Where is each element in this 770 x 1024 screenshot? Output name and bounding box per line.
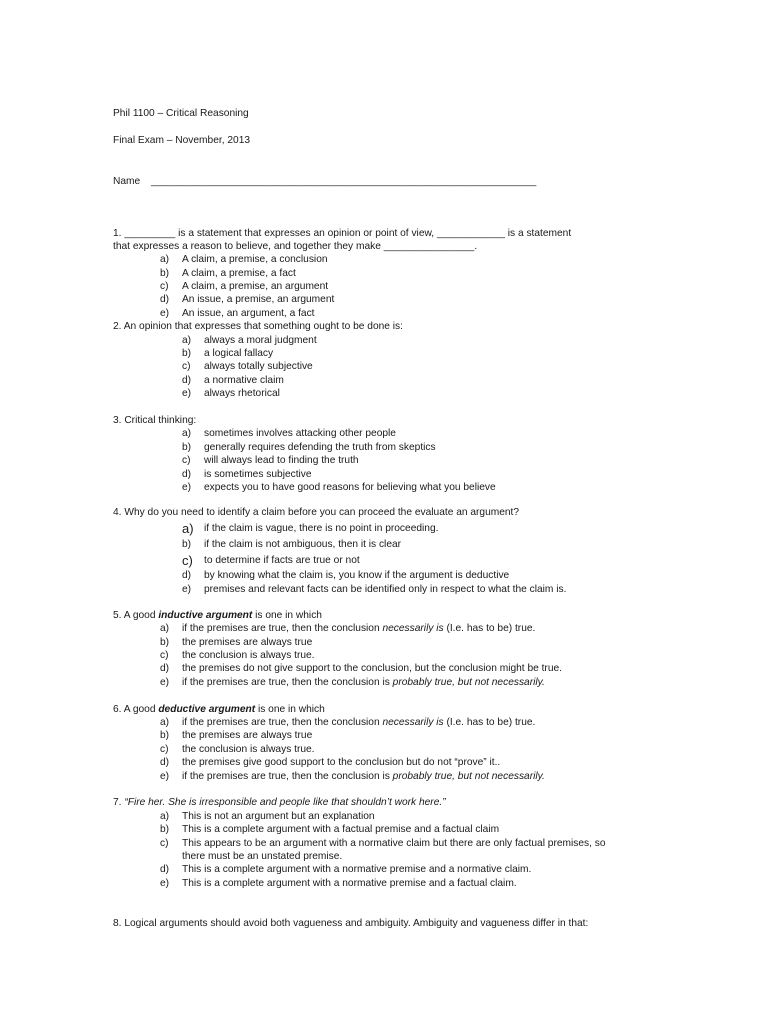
- exam-title: Final Exam – November, 2013: [113, 135, 251, 146]
- question-4-stem: 4. Why do you need to identify a claim before you can proceed the evaluate an argument?: [113, 507, 520, 518]
- name-field: [113, 176, 536, 188]
- question-7-stem: 7. “Fire her. She is irresponsible and people like that shouldn’t work here.”: [113, 797, 446, 808]
- question-2-stem: 2. An opinion that expresses that something ought to be done is:: [113, 321, 403, 332]
- course-title: Phil 1100 – Critical Reasoning: [113, 108, 249, 119]
- question-8-stem: 8. Logical arguments should avoid both vagueness and ambiguity. Ambiguity and vagueness differ in that:: [113, 918, 589, 929]
- name-label: Name: [113, 176, 141, 187]
- name-blank: ____________________________________________________________________: [151, 176, 537, 187]
- question-1-stem: 1. _________ is a statement that expresses an opinion or point of view, ____________ is a statement: [113, 228, 572, 239]
- question-5-stem: 5. A good inductive argument is one in which: [113, 610, 322, 621]
- question-1-stem-cont: that expresses a reason to believe, and together they make ________________.: [113, 241, 478, 252]
- question-6-stem: 6. A good deductive argument is one in which: [113, 704, 325, 715]
- question-3-stem: 3. Critical thinking:: [113, 415, 197, 426]
- exam-page: Phil 1100 – Critical Reasoning Final Exam – November, 2013 Name ____________________________________________________________________ 1. _________ is a statement that expresses an opinion or point of view, ____________ is a statement that expresses a reason to believe, and together they make ________________. a) A claim, a premise, a conclusion b) A claim, a premise, a fact c) A claim, a premise, an argument d) An issue, a premise, an argument e) An issue, an argument, a fact 2. An opinion that expresses that something ought to be done is: a) always a moral judgment b) a logical fallacy c) always totally subjective d) a normative claim e) always rhetorical 3. Critical thinking: a) sometimes involves attacking other people b) generally requires defending the truth from skeptics c) will always lead to finding the truth d) is sometimes subjective e) expects you to have good reasons for believing what you believe 4. Why do you need to identify a claim before you can proceed the evaluate an argument? a) if the claim is vague, there is no point in proceeding. b) if the claim is not ambiguous, then it is clear c) to determine if facts are true or not d) by knowing what the claim is, you know if the argument is deductive e) premises and relevant facts can be identified only in respect to what the claim is. 5. A good inductive argument is one in which a) if the premises are true, then the conclusion necessarily is (I.e. has to be) true. b) the premises are always true c) the conclusion is always true. d) the premises do not give support to the conclusion, but the conclusion might be true. e) if the premises are true, then the conclusion is probably true, but not necessarily. 6. A good deductive argument is one in which a) if the premises are true, then the conclusion necessarily is (I.e. has to be) true. b) the premises are always true c) the conclusion is always true. d) the premises give good support to the conclusion but do not “prove” it.. e) if the premises are true, then the conclusion is probably true, but not necessarily. 7. “Fire her. She is irresponsible and people like that shouldn’t work here.” a) This is not an argument but an explanation b) This is a complete argument with a factual premise and a factual claim c) This appears to be an argument with a normative claim but there are only factual premises, so there must be an unstated premise. d) This is a complete argument with a normative premise and a normative claim. e) This is a complete argument with a normative premise and a factual claim. 8. Logical arguments should avoid both vagueness and ambiguity. Ambiguity and vagueness differ in that:: [113, 108, 606, 929]
